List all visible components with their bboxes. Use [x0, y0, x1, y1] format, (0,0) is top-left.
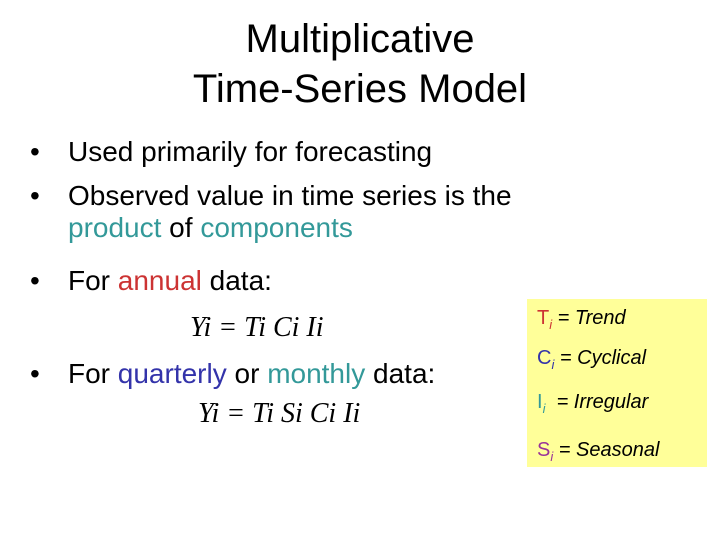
bullet-text-mid: of [161, 212, 201, 243]
keyword-annual: annual [117, 265, 202, 296]
bullet-text: Used primarily for forecasting [68, 136, 433, 167]
bullet-dot: • [30, 136, 40, 167]
bullet-text-pre: For [68, 358, 118, 389]
legend-row-irregular [537, 391, 648, 416]
legend-symbol: T [537, 307, 550, 329]
bullet-text-mid: or [226, 358, 268, 389]
legend-subscript: i [550, 449, 554, 464]
slide-title [0, 14, 720, 114]
legend-row-trend [537, 307, 626, 332]
bullet-text-pre: For [68, 265, 118, 296]
bullet-observed-value [30, 180, 512, 244]
component-legend-box [527, 299, 707, 467]
bullet-text-post: data: [201, 265, 272, 296]
bullet-forecasting [30, 136, 432, 168]
formula-annual [190, 312, 324, 344]
formula-annual-text: Yi = Ti Ci Ii [190, 312, 324, 343]
bullet-continuation [30, 212, 512, 244]
legend-row-seasonal [537, 439, 659, 464]
legend-label: = Cyclical [554, 347, 647, 369]
bullet-dot: • [30, 265, 40, 296]
bullet-text: Observed value in time series is the [68, 180, 512, 211]
legend-label: = Seasonal [553, 439, 660, 461]
legend-label: = Trend [552, 307, 626, 329]
legend-subscript: i [542, 401, 546, 416]
title-line-2: Time-Series Model [192, 67, 528, 111]
legend-symbol: S [537, 439, 551, 461]
formula-quarterly [198, 398, 360, 430]
legend-subscript: i [549, 317, 553, 332]
legend-symbol: I [537, 391, 543, 413]
bullet-dot: • [30, 180, 40, 211]
keyword-quarterly: quarterly [117, 358, 227, 389]
bullet-annual [30, 265, 272, 297]
title-line-1: Multiplicative [245, 17, 475, 61]
keyword-product: product [68, 212, 162, 243]
legend-symbol: C [537, 347, 552, 369]
formula-quarterly-text: Yi = Ti Si Ci Ii [198, 398, 361, 429]
legend-label: = Irregular [545, 391, 649, 413]
bullet-text-post: data: [365, 358, 436, 389]
bullet-dot: • [30, 358, 40, 389]
legend-subscript: i [551, 357, 555, 372]
keyword-components: components [200, 212, 353, 243]
keyword-monthly: monthly [267, 358, 366, 389]
legend-row-cyclical [537, 347, 646, 372]
bullet-quarterly [30, 358, 435, 390]
